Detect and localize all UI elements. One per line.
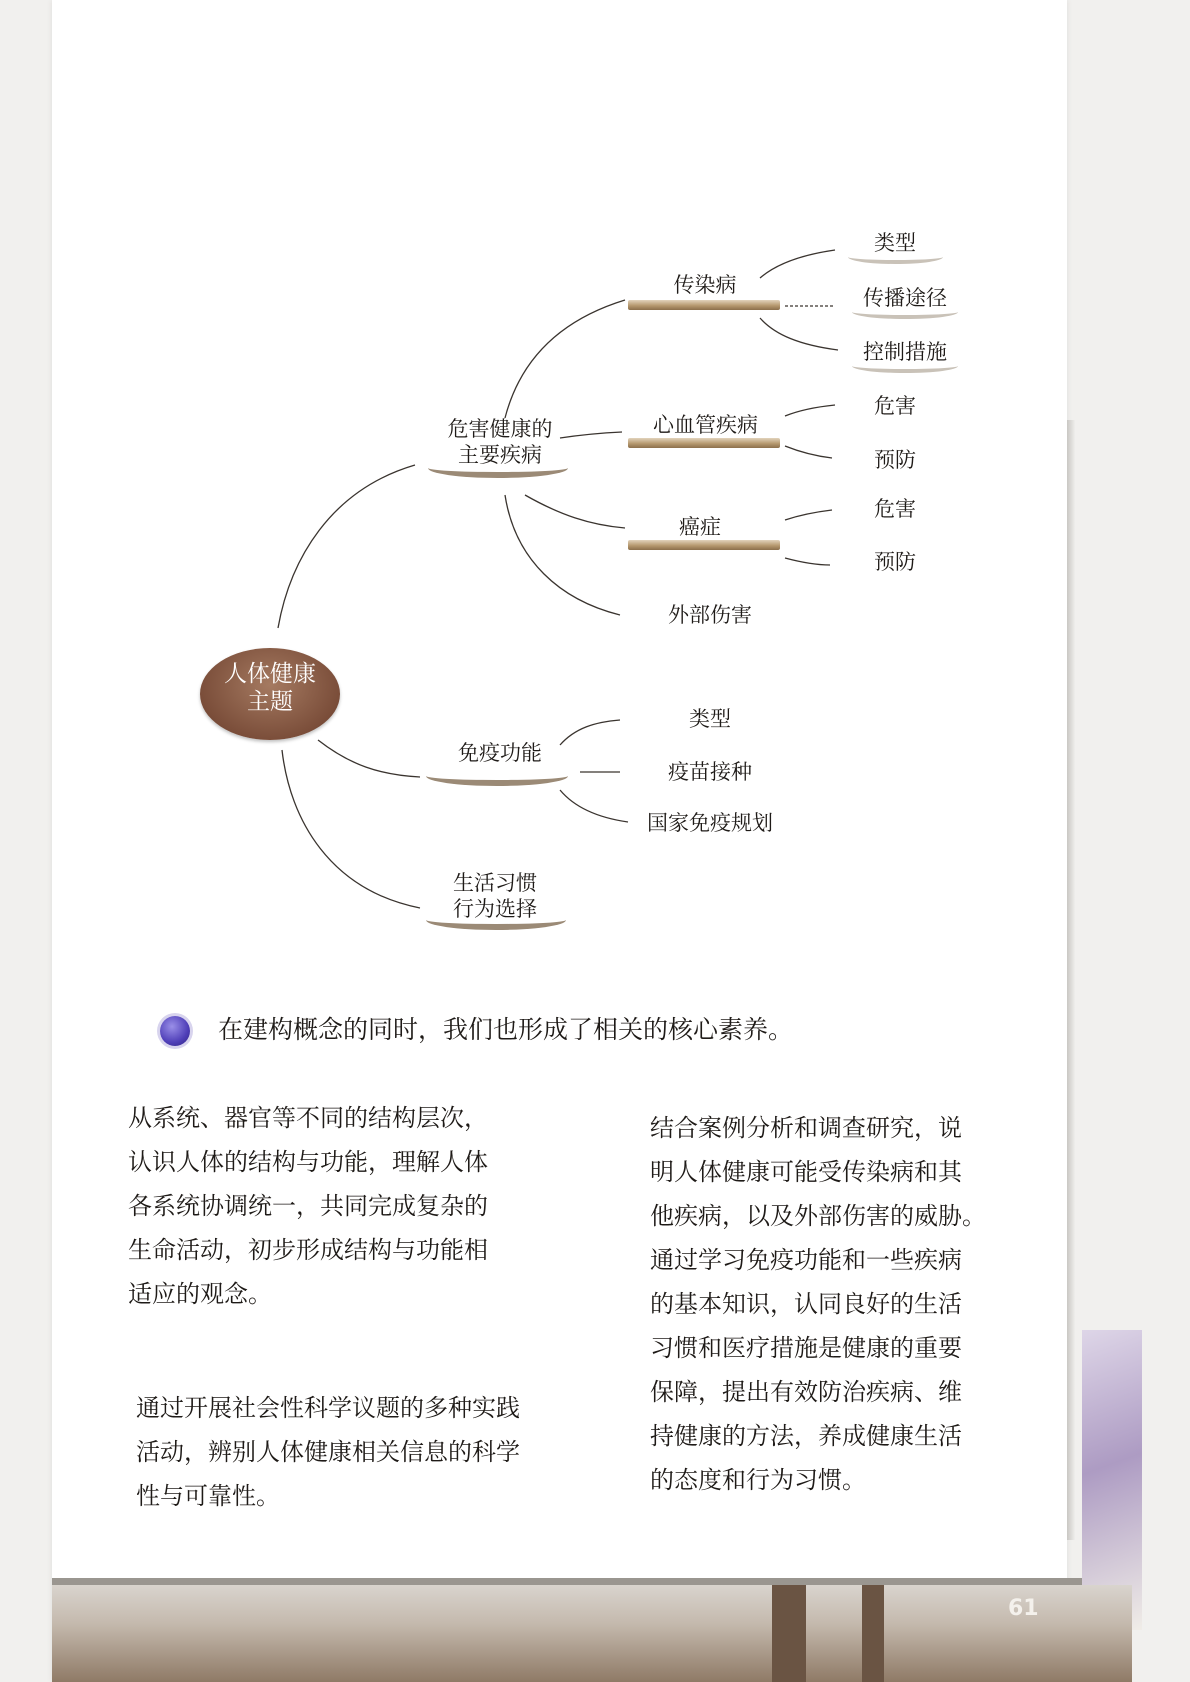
paragraph-health-threats (650, 1106, 986, 1502)
paragraph-line: 认识人体的结构与功能，理解人体 (128, 1148, 488, 1176)
branch-habits-underline (426, 910, 566, 930)
leaf-underline (848, 250, 943, 264)
branch-label-line: 主要疾病 (458, 443, 542, 467)
leaf-immunity-type: 类型 (689, 707, 731, 731)
leaf-infectious-type: 类型 (874, 231, 916, 255)
leaf-underline (852, 359, 958, 373)
leaf-cancer-prevent: 预防 (874, 550, 916, 574)
connector-immunity-type (560, 720, 620, 745)
paragraph-line: 生命活动，初步形成结构与功能相 (128, 1236, 488, 1264)
connector-root-immunity (318, 740, 420, 777)
node-infectious-bar (628, 300, 780, 310)
connector-diseases-cancer (525, 495, 625, 528)
connector-cardio-prevent (785, 446, 832, 458)
paragraph-line: 他疾病，以及外部伤害的威胁。 (650, 1202, 986, 1230)
connector-root-diseases (278, 465, 415, 628)
paragraph-line: 持健康的方法，养成健康生活 (650, 1422, 962, 1450)
connector-root-habits (282, 750, 420, 908)
page-number: 61 (1008, 1596, 1039, 1621)
branch-label-line: 行为选择 (453, 897, 537, 921)
leaf-cancer-harm: 危害 (874, 497, 916, 521)
paragraph-line: 活动，辨别人体健康相关信息的科学 (136, 1438, 520, 1466)
branch-immunity-label: 免疫功能 (458, 741, 542, 765)
root-label-line: 主题 (247, 689, 293, 715)
paragraph-line: 从系统、器官等不同的结构层次， (128, 1104, 488, 1132)
tree-trunk (772, 1585, 806, 1682)
root-label-line: 人体健康 (224, 661, 316, 687)
leaf-immunity-plan: 国家免疫规划 (647, 811, 773, 835)
paragraph-structure-function (128, 1096, 488, 1316)
connector-cancer-harm (785, 510, 832, 520)
paragraph-line: 性与可靠性。 (136, 1482, 280, 1510)
leaf-cardio-prevent: 预防 (874, 448, 916, 472)
branch-immunity-underline (426, 766, 568, 786)
paragraph-line: 通过开展社会性科学议题的多种实践 (136, 1394, 520, 1422)
bottom-photo-strip (52, 1585, 1132, 1682)
core-literacy-heading: 在建构概念的同时，我们也形成了相关的核心素养。 (218, 1015, 794, 1044)
paragraph-line: 的态度和行为习惯。 (650, 1466, 866, 1494)
branch-diseases-underline (428, 458, 568, 478)
connector-cardio-harm (785, 405, 835, 416)
paragraph-line: 适应的观念。 (128, 1280, 272, 1308)
bullet-dot-icon (160, 1016, 190, 1046)
paragraph-line: 保障，提出有效防治疾病、维 (650, 1378, 962, 1406)
leaf-infectious-route: 传播途径 (863, 286, 947, 310)
node-cancer-bar (628, 540, 780, 550)
node-cancer-label: 癌症 (679, 515, 721, 539)
paragraph-line: 通过学习免疫功能和一些疾病 (650, 1246, 962, 1274)
connector-diseases-infectious (505, 300, 625, 418)
paragraph-line: 的基本知识，认同良好的生活 (650, 1290, 962, 1318)
connector-cancer-prevent (785, 558, 830, 565)
paragraph-line: 结合案例分析和调查研究，说 (650, 1114, 962, 1142)
node-cardio-bar (628, 438, 780, 448)
node-external-injury: 外部伤害 (668, 603, 752, 627)
paragraph-line: 明人体健康可能受传染病和其 (650, 1158, 962, 1186)
leaf-infectious-control: 控制措施 (863, 340, 947, 364)
leaf-immunity-vaccine: 疫苗接种 (668, 760, 752, 784)
connector-infectious-control (760, 318, 838, 350)
branch-label-line: 生活习惯 (453, 871, 537, 895)
paragraph-line: 各系统协调统一，共同完成复杂的 (128, 1192, 488, 1220)
node-infectious-label: 传染病 (673, 273, 737, 297)
connector-immunity-plan (560, 790, 628, 822)
branch-label-line: 危害健康的 (447, 417, 553, 441)
tree-trunk (862, 1585, 884, 1682)
node-cardio-label: 心血管疾病 (653, 413, 758, 437)
paragraph-social-science-issues (136, 1386, 520, 1518)
leaf-cardio-harm: 危害 (874, 394, 916, 418)
leaf-underline (852, 305, 958, 319)
root-node-label (200, 660, 340, 716)
paragraph-line: 习惯和医疗措施是健康的重要 (650, 1334, 962, 1362)
